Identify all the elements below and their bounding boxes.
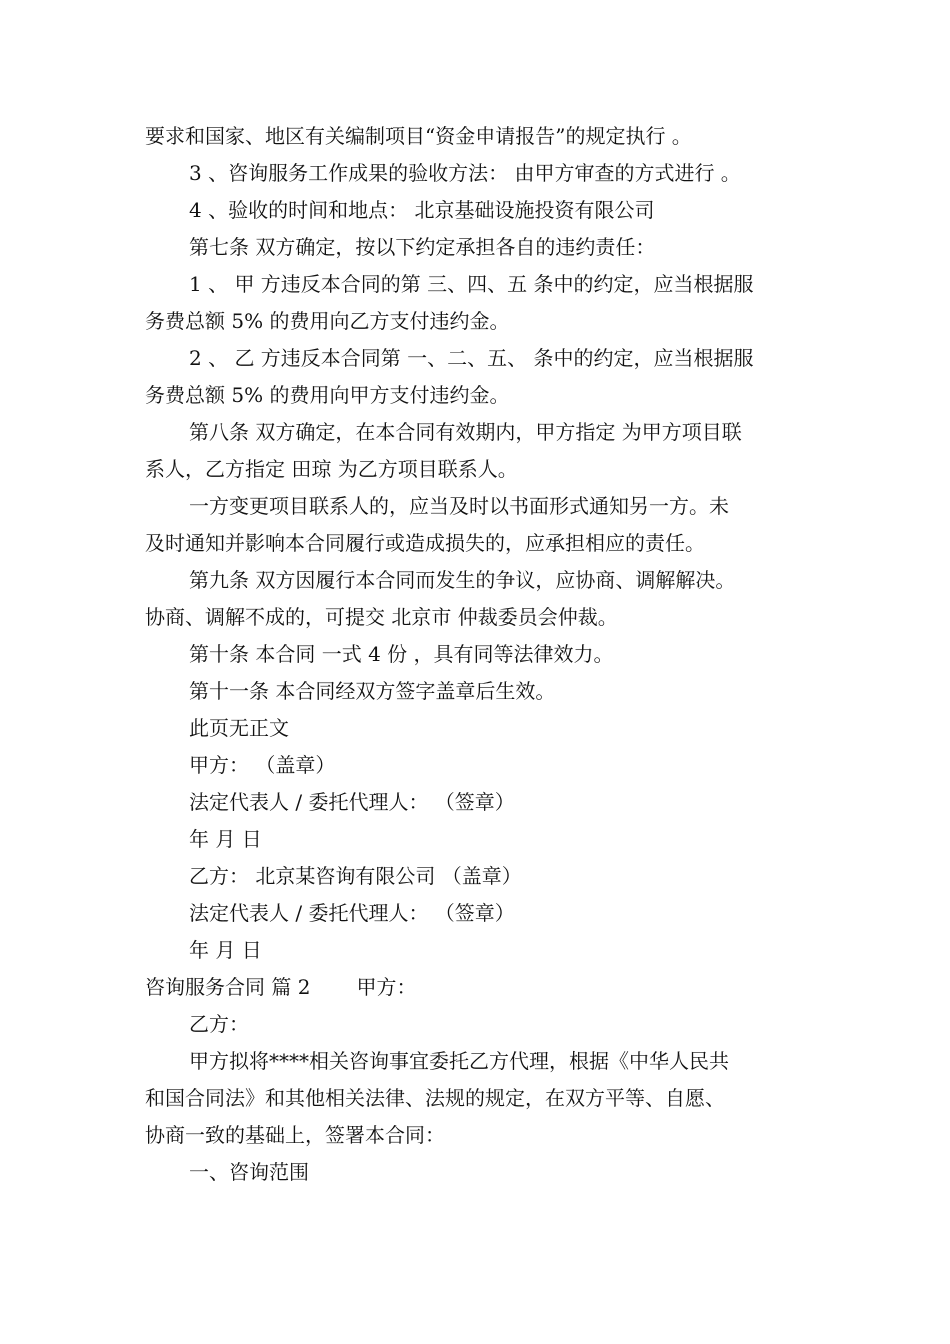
paragraph-line: 一方变更项目联系人的，应当及时以书面形式通知另一方。未 — [189, 494, 729, 518]
paragraph-line: 第十条 本合同 一式 4 份 ，具有同等法律效力。 — [189, 642, 614, 666]
contract-2-title-line — [145, 969, 810, 1006]
paragraph-line: 第九条 双方因履行本合同而发生的争议，应协商、调解解决。 — [189, 568, 736, 592]
paragraph-line: 甲方拟将****相关咨询事宜委托乙方代理，根据《中华人民共 — [189, 1049, 729, 1073]
paragraph-line: 年 月 日 — [189, 827, 262, 851]
contract-2-party-a: 甲方： — [356, 975, 417, 999]
contract-1-tail — [145, 118, 810, 969]
paragraph-line: 乙方： 北京某咨询有限公司 （盖章） — [189, 864, 522, 888]
paragraph-line: 法定代表人 / 委托代理人： （签章） — [189, 790, 515, 814]
paragraph-line: 一、咨询范围 — [189, 1160, 309, 1184]
contract-2-title: 咨询服务合同 篇 2 — [145, 975, 311, 999]
paragraph-line: 第十一条 本合同经双方签字盖章后生效。 — [189, 679, 556, 703]
contract-2-body — [145, 1006, 810, 1191]
paragraph-line: 4 、验收的时间和地点： 北京基础设施投资有限公司 — [189, 198, 655, 222]
paragraph-line: 和国合同法》和其他相关法律、法规的规定，在双方平等、自愿、 — [145, 1086, 725, 1110]
paragraph-line: 第八条 双方确定，在本合同有效期内，甲方指定 为甲方项目联 — [189, 420, 742, 444]
document-body — [145, 118, 810, 1191]
paragraph-line: 协商一致的基础上，签署本合同： — [145, 1123, 445, 1147]
paragraph-line: 1 、 甲 方违反本合同的第 三、四、五 条中的约定，应当根据服 — [189, 272, 754, 296]
paragraph-line: 务费总额 5% 的费用向乙方支付违约金。 — [145, 309, 510, 333]
paragraph-line: 务费总额 5% 的费用向甲方支付违约金。 — [145, 383, 510, 407]
paragraph-line: 2 、 乙 方违反本合同第 一、二、五、 条中的约定，应当根据服 — [189, 346, 754, 370]
paragraph-line: 3 、咨询服务工作成果的验收方法： 由甲方审查的方式进行 。 — [189, 161, 741, 185]
paragraph-line: 法定代表人 / 委托代理人： （签章） — [189, 901, 515, 925]
paragraph-line: 及时通知并影响本合同履行或造成损失的，应承担相应的责任。 — [145, 531, 705, 555]
paragraph-line: 系人，乙方指定 田琼 为乙方项目联系人。 — [145, 457, 518, 481]
paragraph-line: 乙方： — [189, 1012, 249, 1036]
paragraph-line: 第七条 双方确定，按以下约定承担各自的违约责任： — [189, 235, 656, 259]
paragraph-line: 年 月 日 — [189, 938, 262, 962]
paragraph-line: 要求和国家、地区有关编制项目“资金申请报告”的规定执行 。 — [145, 124, 692, 148]
paragraph-line: 协商、调解不成的，可提交 北京市 仲裁委员会仲裁。 — [145, 605, 618, 629]
paragraph-line: 此页无正文 — [189, 716, 289, 740]
paragraph-line: 甲方： （盖章） — [189, 753, 336, 777]
